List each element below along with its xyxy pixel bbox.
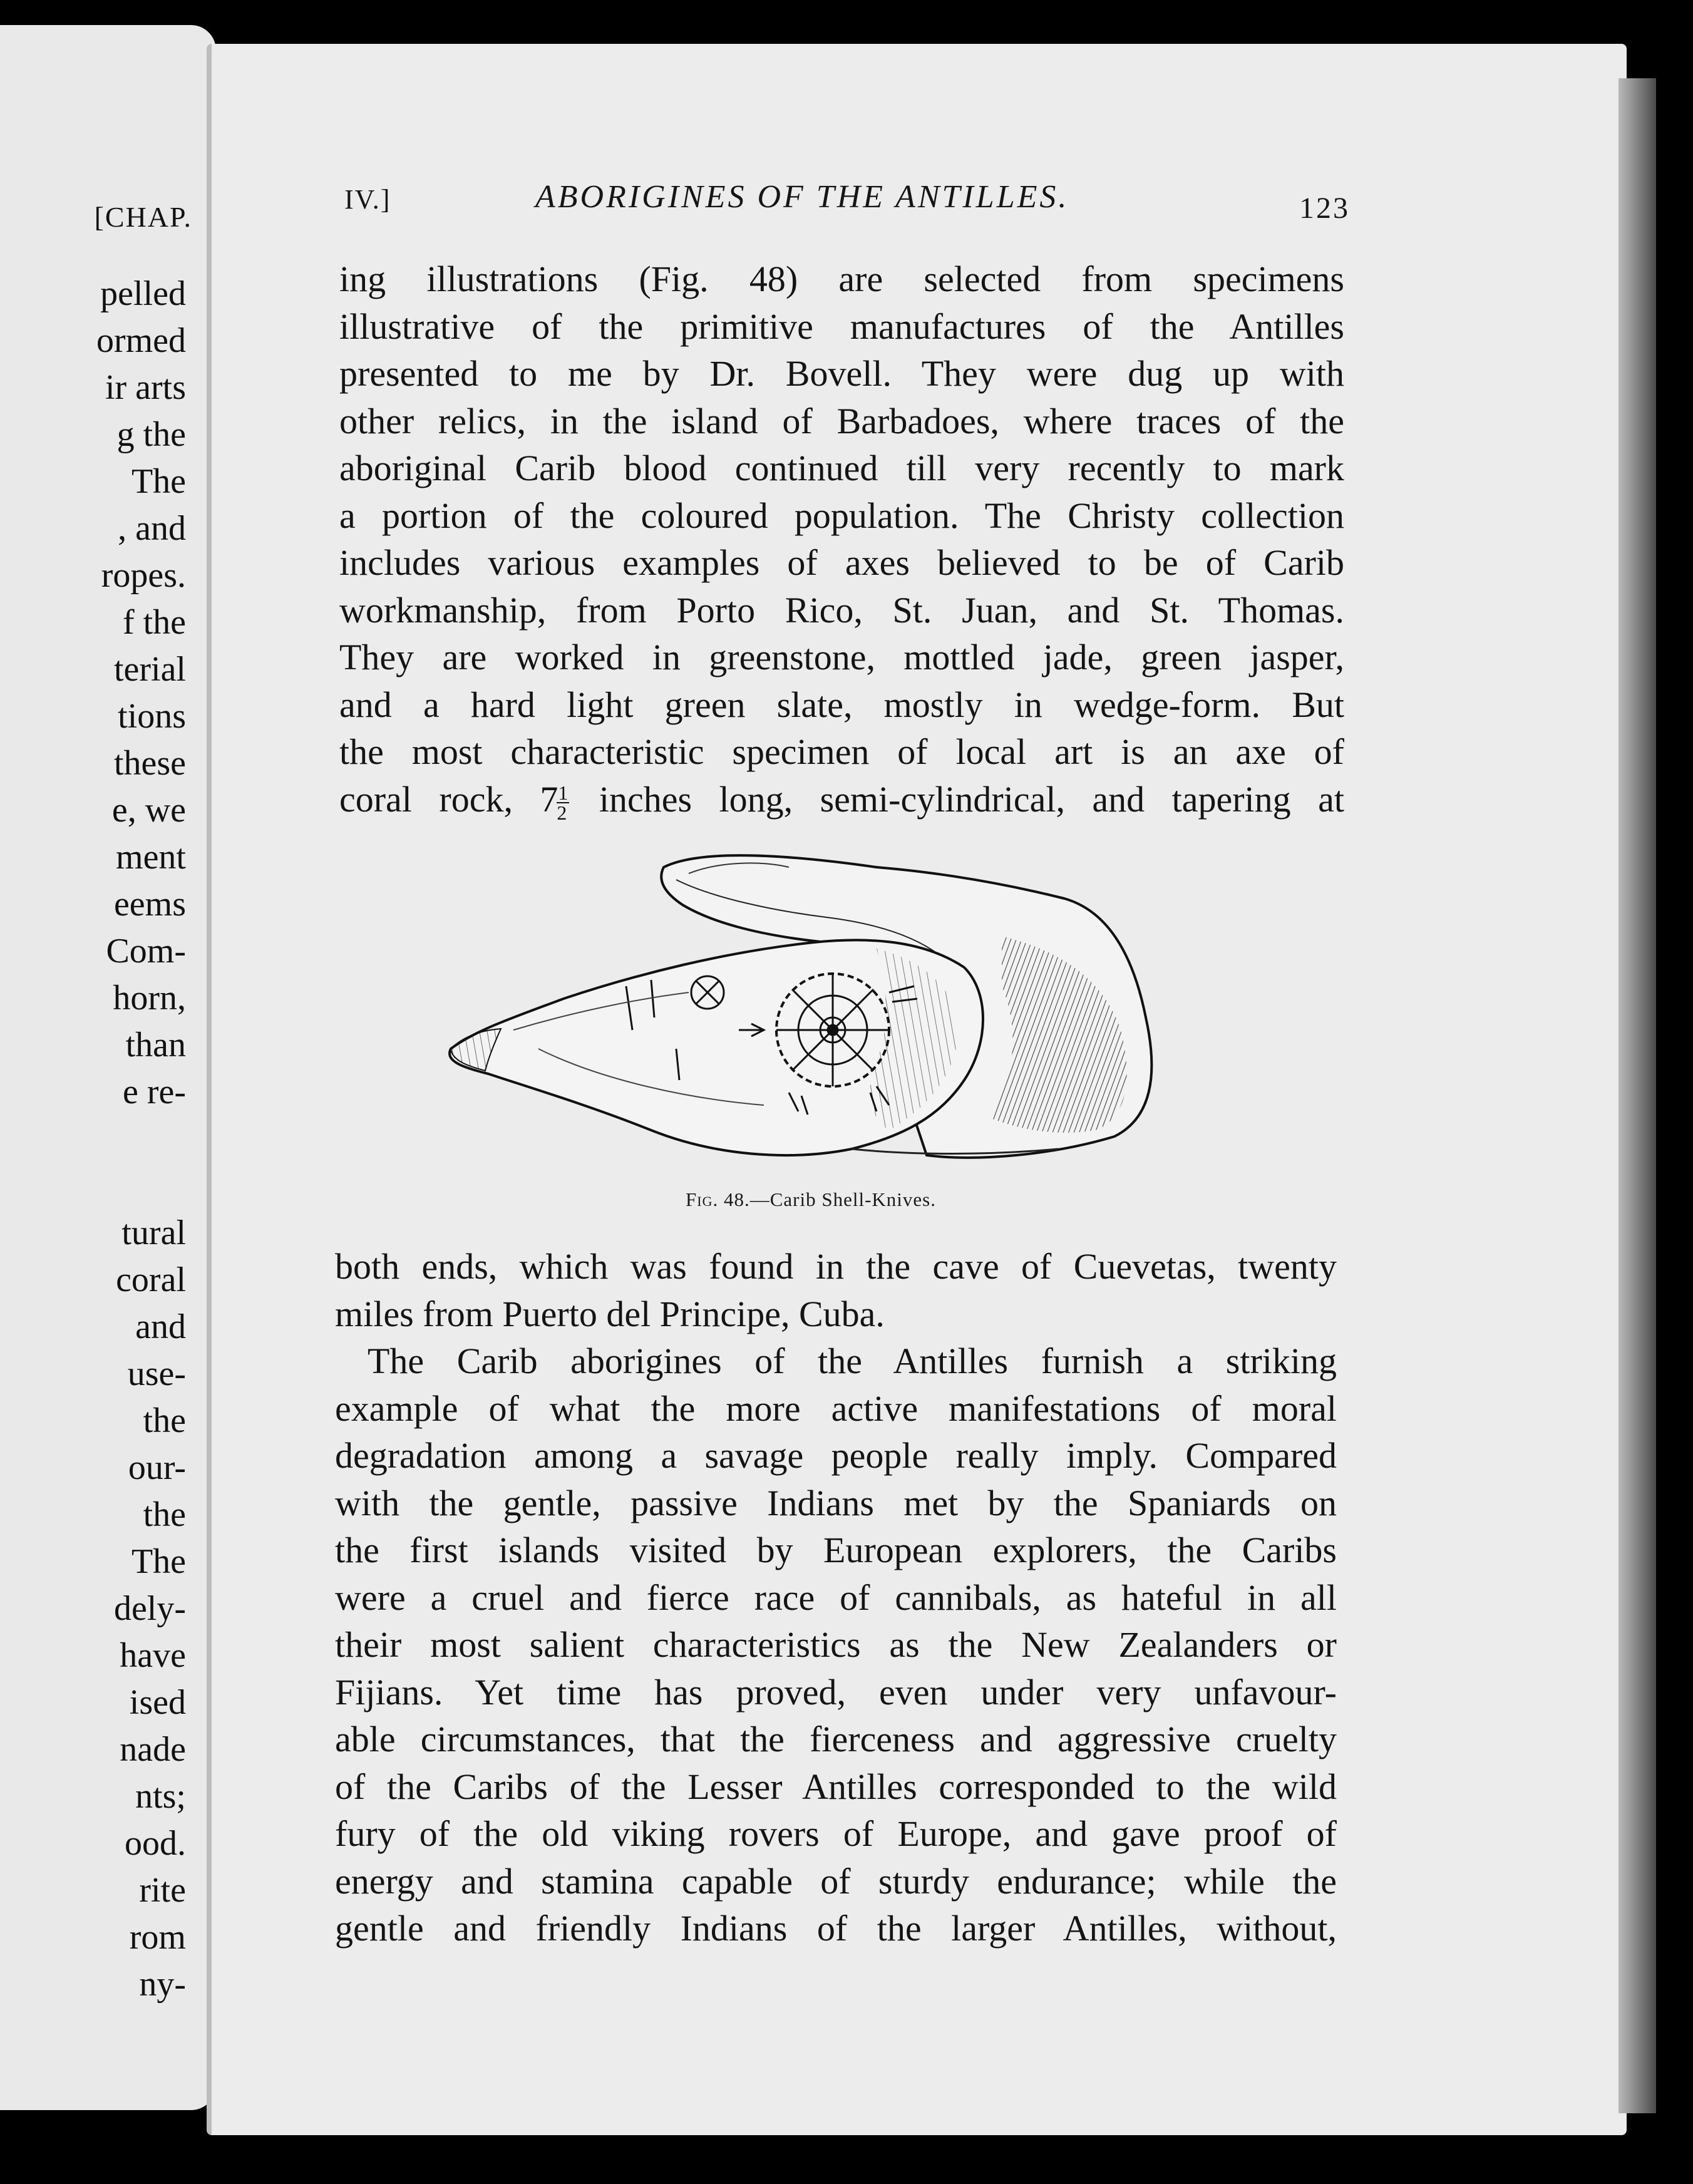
- left-page-line: ised: [129, 1683, 186, 1722]
- text-line: gentle and friendly Indians of the larger Antilles, without,: [335, 1908, 1337, 1949]
- left-page-line: The: [131, 1542, 186, 1581]
- text-line: example of what the more active manifestations of moral: [335, 1388, 1337, 1429]
- left-page-line: terial: [113, 650, 186, 689]
- left-running-head: [CHAP.: [94, 201, 192, 233]
- left-page-line: nade: [120, 1730, 186, 1769]
- text-line: The Carib aborigines of the Antilles furnish a striking: [368, 1341, 1337, 1381]
- left-page-line: ormed: [96, 321, 186, 360]
- figure-title: —Carib Shell-Knives.: [749, 1188, 936, 1210]
- left-page-line: ropes.: [101, 556, 186, 595]
- left-page-line: tions: [118, 697, 186, 736]
- text-line: and a hard light green slate, mostly in wedge-form. But: [339, 684, 1344, 725]
- fraction-denominator: 2: [557, 801, 567, 825]
- text-line: the first islands visited by European explorers, the Caribs: [335, 1530, 1337, 1570]
- text-line: fury of the old viking rovers of Europe, and gave proof of: [335, 1813, 1337, 1854]
- left-page-line: ood.: [125, 1824, 186, 1863]
- shell-knives-illustration: [438, 842, 1196, 1180]
- text-line: were a cruel and fierce race of cannibals, as hateful in all: [335, 1577, 1337, 1618]
- left-page-line: horn,: [113, 979, 186, 1017]
- paragraph-2-and-3: [335, 1243, 1337, 1952]
- left-page-line: [96, 1116, 186, 1210]
- figure-number: Fig. 48.: [686, 1188, 750, 1210]
- left-page-line: dely-: [113, 1589, 186, 1628]
- text-line: Fijians. Yet time has proved, even under very unfavour-: [335, 1671, 1337, 1713]
- left-page-line: ir arts: [105, 368, 186, 407]
- text-line: a portion of the coloured population. The Christy collection: [339, 495, 1344, 536]
- left-page-line: rom: [129, 1918, 186, 1957]
- left-page-line: and: [135, 1307, 186, 1346]
- text-line: degradation among a savage people really imply. Compared: [335, 1435, 1337, 1476]
- left-page-line: nts;: [135, 1777, 186, 1816]
- left-page-line: the: [143, 1495, 186, 1534]
- left-page-line: The: [131, 462, 186, 501]
- text-line-with-fraction: [339, 776, 1344, 823]
- text-line: ing illustrations (Fig. 48) are selected from specimens: [339, 259, 1344, 299]
- left-page-line: the: [143, 1401, 186, 1440]
- left-page-text: [96, 270, 186, 2008]
- left-page-line: g the: [116, 415, 186, 454]
- left-page-line: coral: [116, 1260, 186, 1299]
- text-line: energy and stamina capable of sturdy endurance; while the: [335, 1860, 1337, 1902]
- fraction: [557, 781, 569, 825]
- left-page-line: f the: [122, 603, 186, 642]
- left-page-line: e re-: [122, 1073, 186, 1111]
- running-title: ABORIGINES OF THE ANTILLES.: [535, 179, 1069, 215]
- figure-caption: [686, 1188, 936, 1211]
- text-line: illustrative of the primitive manufactures of the Antilles: [339, 306, 1344, 347]
- left-page-line: our-: [128, 1448, 186, 1487]
- running-head: [344, 178, 1350, 229]
- text-line: of the Caribs of the Lesser Antilles corresponded to the wild: [335, 1766, 1337, 1807]
- page-number: 123: [1299, 192, 1350, 225]
- text-line: the most characteristic specimen of local art is an axe of: [339, 731, 1344, 772]
- page-edge: [1618, 78, 1656, 2113]
- paragraph-1: [339, 255, 1344, 823]
- left-page-line: use-: [127, 1354, 186, 1393]
- left-page-line: , and: [118, 509, 186, 548]
- text-line: with the gentle, passive Indians met by the Spaniards on: [335, 1482, 1337, 1523]
- text-line: presented to me by Dr. Bovell. They were dug up with: [339, 353, 1344, 394]
- text-line: workmanship, from Porto Rico, St. Juan, and St. Thomas.: [339, 589, 1344, 631]
- left-page-line: have: [120, 1636, 186, 1675]
- text-line: both ends, which was found in the cave of Cuevetas, twenty: [335, 1246, 1337, 1287]
- fraction-numerator: 1: [558, 781, 569, 805]
- left-page-line: pelled: [100, 274, 186, 313]
- text-line: aboriginal Carib blood continued till very recently to mark: [339, 448, 1344, 488]
- left-facing-page: [0, 25, 216, 2110]
- left-page-line: Com-: [106, 932, 186, 971]
- left-page-line: ny-: [139, 1965, 186, 2004]
- text-line: other relics, in the island of Barbadoes, where traces of the: [339, 400, 1344, 441]
- text-line: They are worked in greenstone, mottled jade, green jasper,: [339, 637, 1344, 677]
- chapter-reference: IV.]: [344, 184, 391, 215]
- text-fragment: coral rock, 7: [339, 778, 558, 820]
- text-fragment: inches long, semi-cylindrical, and tapering at: [572, 778, 1344, 820]
- text-line: able circumstances, that the fierceness and aggressive cruelty: [335, 1719, 1337, 1759]
- left-page-line: tural: [121, 1213, 186, 1252]
- text-line: miles from Puerto del Principe, Cuba.: [335, 1293, 885, 1334]
- left-page-line: rite: [139, 1871, 186, 1910]
- left-page-line: these: [113, 744, 186, 783]
- text-line: their most salient characteristics as the New Zealanders or: [335, 1624, 1337, 1665]
- left-page-line: eems: [113, 885, 186, 924]
- left-page-line: e, we: [111, 791, 186, 830]
- text-line: includes various examples of axes believed to be of Carib: [339, 542, 1344, 583]
- left-page-line: ment: [116, 838, 186, 877]
- left-page-line: than: [125, 1026, 186, 1064]
